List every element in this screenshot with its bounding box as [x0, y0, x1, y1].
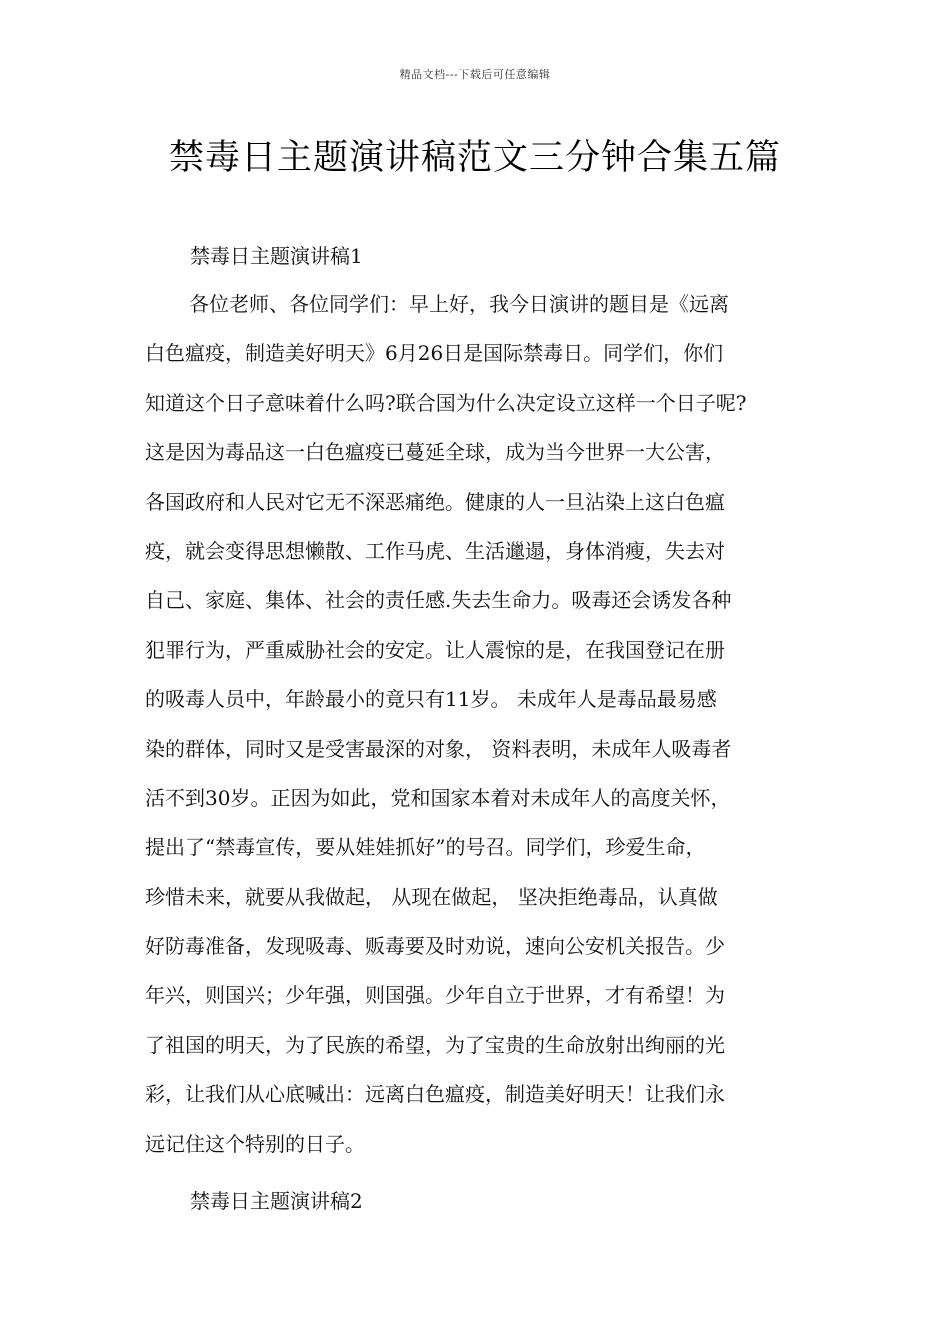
body-line: 珍惜未来，就要从我做起， 从现在做起， 坚决拒绝毒品，认真做 [145, 884, 718, 909]
body-line: 好防毒准备，发现吸毒、贩毒要及时劝说，速向公安机关报告。少 [145, 934, 725, 959]
body-line: 疫，就会变得思想懒散、工作马虎、生活邋遢，身体消瘦，失去对 [145, 538, 725, 563]
body-line: 年兴，则国兴；少年强，则国强。少年自立于世界，才有希望！为 [145, 983, 725, 1008]
body-line: 犯罪行为，严重威胁社会的安定。让人震惊的是，在我国登记在册 [145, 637, 725, 662]
body-line: 各位老师、各位同学们：早上好，我今日演讲的题目是《远离 [189, 292, 729, 316]
body-line: 活不到30岁。正因为如此，党和国家本着对未成年人的高度关怀， [145, 785, 731, 810]
body-line: 白色瘟疫，制造美好明天》6月26日是国际禁毒日。同学们，你们 [145, 341, 724, 366]
header-note: 精品文档---下载后可任意编辑 [399, 68, 551, 81]
body-line: 各国政府和人民对它无不深恶痛绝。健康的人一旦沾染上这白色瘟 [145, 489, 725, 514]
body-line: 了祖国的明天，为了民族的希望，为了宝贵的生命放射出绚丽的光 [145, 1032, 725, 1057]
body-line: 远记住这个特别的日子。 [145, 1131, 365, 1156]
section-heading-2: 禁毒日主题演讲稿2 [190, 1189, 363, 1213]
body-line: 的吸毒人员中，年龄最小的竟只有11岁。 未成年人是毒品最易感 [145, 687, 717, 712]
speech-body-1 [145, 280, 807, 1169]
body-line: 这是因为毒品这一白色瘟疫已蔓延全球，成为当今世界一大公害， [145, 440, 725, 465]
document-title: 禁毒日主题演讲稿范文三分钟合集五篇 [168, 138, 781, 178]
body-line: 知道这个日子意味着什么吗?联合国为什么决定设立这样一个日子呢? [145, 390, 747, 415]
body-line: 提出了“禁毒宣传，要从娃娃抓好”的号召。同学们，珍爱生命， [145, 835, 706, 860]
body-line: 自己、家庭、集体、社会的责任感.失去生命力。吸毒还会诱发各种 [145, 588, 732, 613]
body-line: 彩，让我们从心底喊出：远离白色瘟疫，制造美好明天！让我们永 [145, 1082, 725, 1107]
body-line: 染的群体，同时又是受害最深的对象， 资料表明，未成年人吸毒者 [145, 736, 732, 761]
section-heading-1: 禁毒日主题演讲稿1 [190, 244, 363, 268]
